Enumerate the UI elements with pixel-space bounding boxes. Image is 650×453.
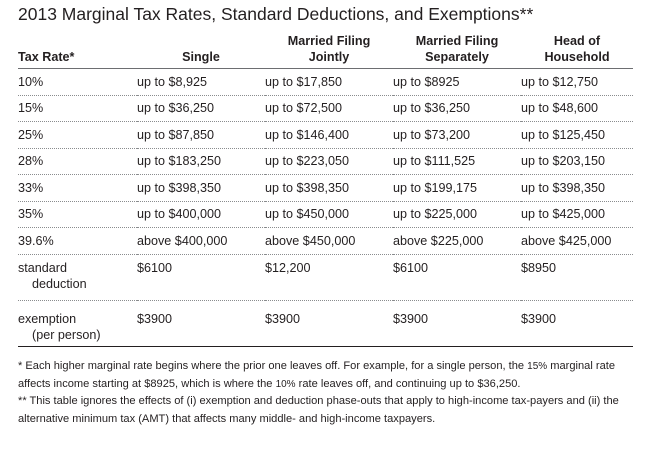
page-title: 2013 Marginal Tax Rates, Standard Deductions, and Exemptions** [18, 4, 534, 24]
hoh-cell: above $425,000 [521, 228, 633, 255]
rate-cell: 28% [18, 148, 137, 175]
exemption-label [18, 300, 137, 346]
header-single: Single [137, 33, 265, 69]
mfs-cell: above $225,000 [393, 228, 521, 255]
table-row [18, 69, 633, 96]
exemption-label-line1: exemption [18, 311, 77, 326]
table-row [18, 201, 633, 228]
rate-cell: 33% [18, 175, 137, 202]
rate-cell: 15% [18, 95, 137, 122]
footnote-1 [18, 358, 638, 393]
mfs-cell: up to $225,000 [393, 201, 521, 228]
table-row [18, 175, 633, 202]
mfs-cell: $6100 [393, 254, 521, 300]
mfs-cell: up to $8925 [393, 69, 521, 96]
header-married-filing-jointly [265, 33, 393, 69]
mfj-cell: up to $17,850 [265, 69, 393, 96]
footnotes [18, 358, 638, 428]
table-row [18, 228, 633, 255]
mfs-cell: up to $199,175 [393, 175, 521, 202]
hoh-cell: $3900 [521, 300, 633, 346]
mfj-cell: up to $450,000 [265, 201, 393, 228]
standard-deduction-label-line2: deduction [32, 276, 87, 291]
mfs-cell: up to $111,525 [393, 148, 521, 175]
mfj-cell: up to $398,350 [265, 175, 393, 202]
footnote-1-rate-15: 15% [527, 361, 548, 372]
single-cell: up to $398,350 [137, 175, 265, 202]
mfj-cell: up to $146,400 [265, 122, 393, 149]
single-cell: up to $400,000 [137, 201, 265, 228]
footnote-2: ** This table ignores the effects of (i) exemption and deduction phase-outs that apply to high-income tax-payers and (ii) the alternative minimum tax (AMT) that affects many middle- and high-income taxpayers. [18, 395, 619, 425]
table-row [18, 122, 633, 149]
header-head-of-household [521, 33, 633, 69]
header-tax-rate: Tax Rate* [18, 33, 137, 69]
rate-cell: 39.6% [18, 228, 137, 255]
footnote-1-part-e: rate leaves off, and continuing up to $36,250. [295, 377, 521, 390]
header-mfj-line1: Married Filing [287, 34, 371, 48]
rate-cell: 25% [18, 122, 137, 149]
footnote-1-part-c: marginal rate affects income starting at $8925, which is where the [18, 360, 616, 390]
hoh-cell: $8950 [521, 254, 633, 300]
hoh-cell: up to $125,450 [521, 122, 633, 149]
single-cell: $6100 [137, 254, 265, 300]
footnote-1-rate-10: 10% [275, 378, 296, 390]
hoh-cell: up to $398,350 [521, 175, 633, 202]
single-cell: up to $36,250 [137, 95, 265, 122]
header-mfj-line2: Jointly [308, 50, 350, 64]
single-cell: up to $183,250 [137, 148, 265, 175]
hoh-cell: up to $48,600 [521, 95, 633, 122]
mfs-cell: up to $73,200 [393, 122, 521, 149]
mfj-cell: up to $223,050 [265, 148, 393, 175]
header-hoh-line1: Head of [553, 34, 601, 48]
header-married-filing-separately [393, 33, 521, 69]
mfj-cell: above $450,000 [265, 228, 393, 255]
single-cell: above $400,000 [137, 228, 265, 255]
hoh-cell: up to $203,150 [521, 148, 633, 175]
standard-deduction-label-line1: standard [18, 260, 68, 275]
rate-cell: 35% [18, 201, 137, 228]
table-header-row [18, 33, 633, 69]
standard-deduction-label [18, 254, 137, 300]
mfj-cell: $3900 [265, 300, 393, 346]
rate-cell: 10% [18, 69, 137, 96]
table-row [18, 95, 633, 122]
mfs-cell: up to $36,250 [393, 95, 521, 122]
mfs-cell: $3900 [393, 300, 521, 346]
header-hoh-line2: Household [544, 50, 610, 64]
header-mfs-line2: Separately [425, 50, 489, 64]
single-cell: up to $8,925 [137, 69, 265, 96]
table-row [18, 148, 633, 175]
exemption-row [18, 300, 633, 346]
single-cell: up to $87,850 [137, 122, 265, 149]
footnote-1-part-a: * Each higher marginal rate begins where the prior one leaves off. For example, for a single person, the [18, 360, 528, 372]
exemption-label-line2: (per person) [32, 327, 101, 342]
single-cell: $3900 [137, 300, 265, 346]
header-mfs-line1: Married Filing [415, 34, 499, 48]
mfj-cell: up to $72,500 [265, 95, 393, 122]
tax-rate-table [18, 33, 633, 347]
mfj-cell: $12,200 [265, 254, 393, 300]
standard-deduction-row [18, 254, 633, 300]
hoh-cell: up to $12,750 [521, 69, 633, 96]
hoh-cell: up to $425,000 [521, 201, 633, 228]
